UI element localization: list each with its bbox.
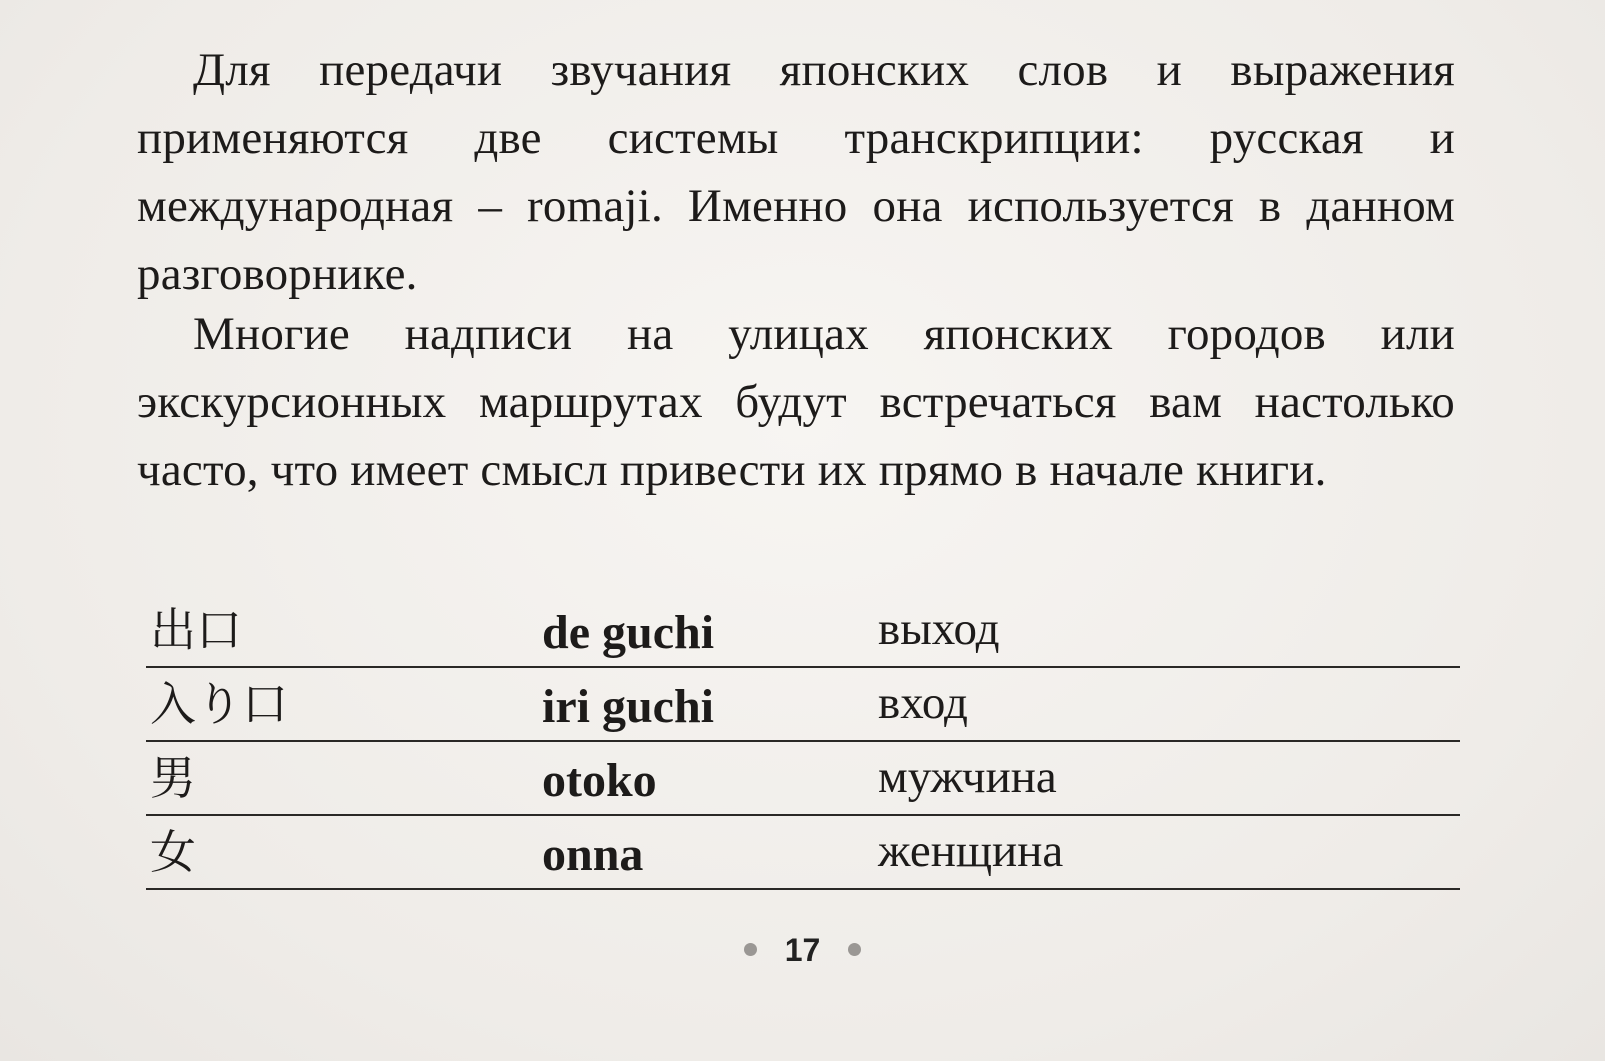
translation-cell: выход xyxy=(878,603,1000,655)
kanji-cell: 女 xyxy=(150,825,196,879)
signs-paragraph: Многие надписи на улицах японских городов или экскурсионных маршрутах будут встречаться вам настолько часто, что имеет смысл привести их прямо в начале книги. xyxy=(137,308,1455,496)
page-number: 17 xyxy=(784,932,821,968)
table-row xyxy=(146,593,1460,667)
kanji-cell: 出口 xyxy=(150,603,242,657)
translation-cell: женщина xyxy=(878,825,1064,877)
kanji-cell: 入り口 xyxy=(150,677,288,731)
bullet-dot-icon xyxy=(848,943,861,956)
table-row xyxy=(146,667,1460,741)
romaji-cell: de guchi xyxy=(542,606,715,659)
bullet-dot-icon xyxy=(744,943,757,956)
romaji-cell: otoko xyxy=(542,754,657,807)
translation-cell: мужчина xyxy=(878,751,1057,803)
table-row xyxy=(146,815,1460,889)
romaji-cell: onna xyxy=(542,828,644,881)
intro-paragraph: Для передачи звучания японских слов и выражения применяются две системы транскрипции: русская и международная – romaji. Именно она используется в данном разговорнике. xyxy=(137,44,1455,300)
kanji-cell: 男 xyxy=(150,751,196,805)
table-row xyxy=(146,741,1460,815)
page-footer xyxy=(0,932,1605,969)
romaji-cell: iri guchi xyxy=(542,680,715,733)
translation-cell: вход xyxy=(878,677,968,729)
vocabulary-table xyxy=(146,593,1460,890)
